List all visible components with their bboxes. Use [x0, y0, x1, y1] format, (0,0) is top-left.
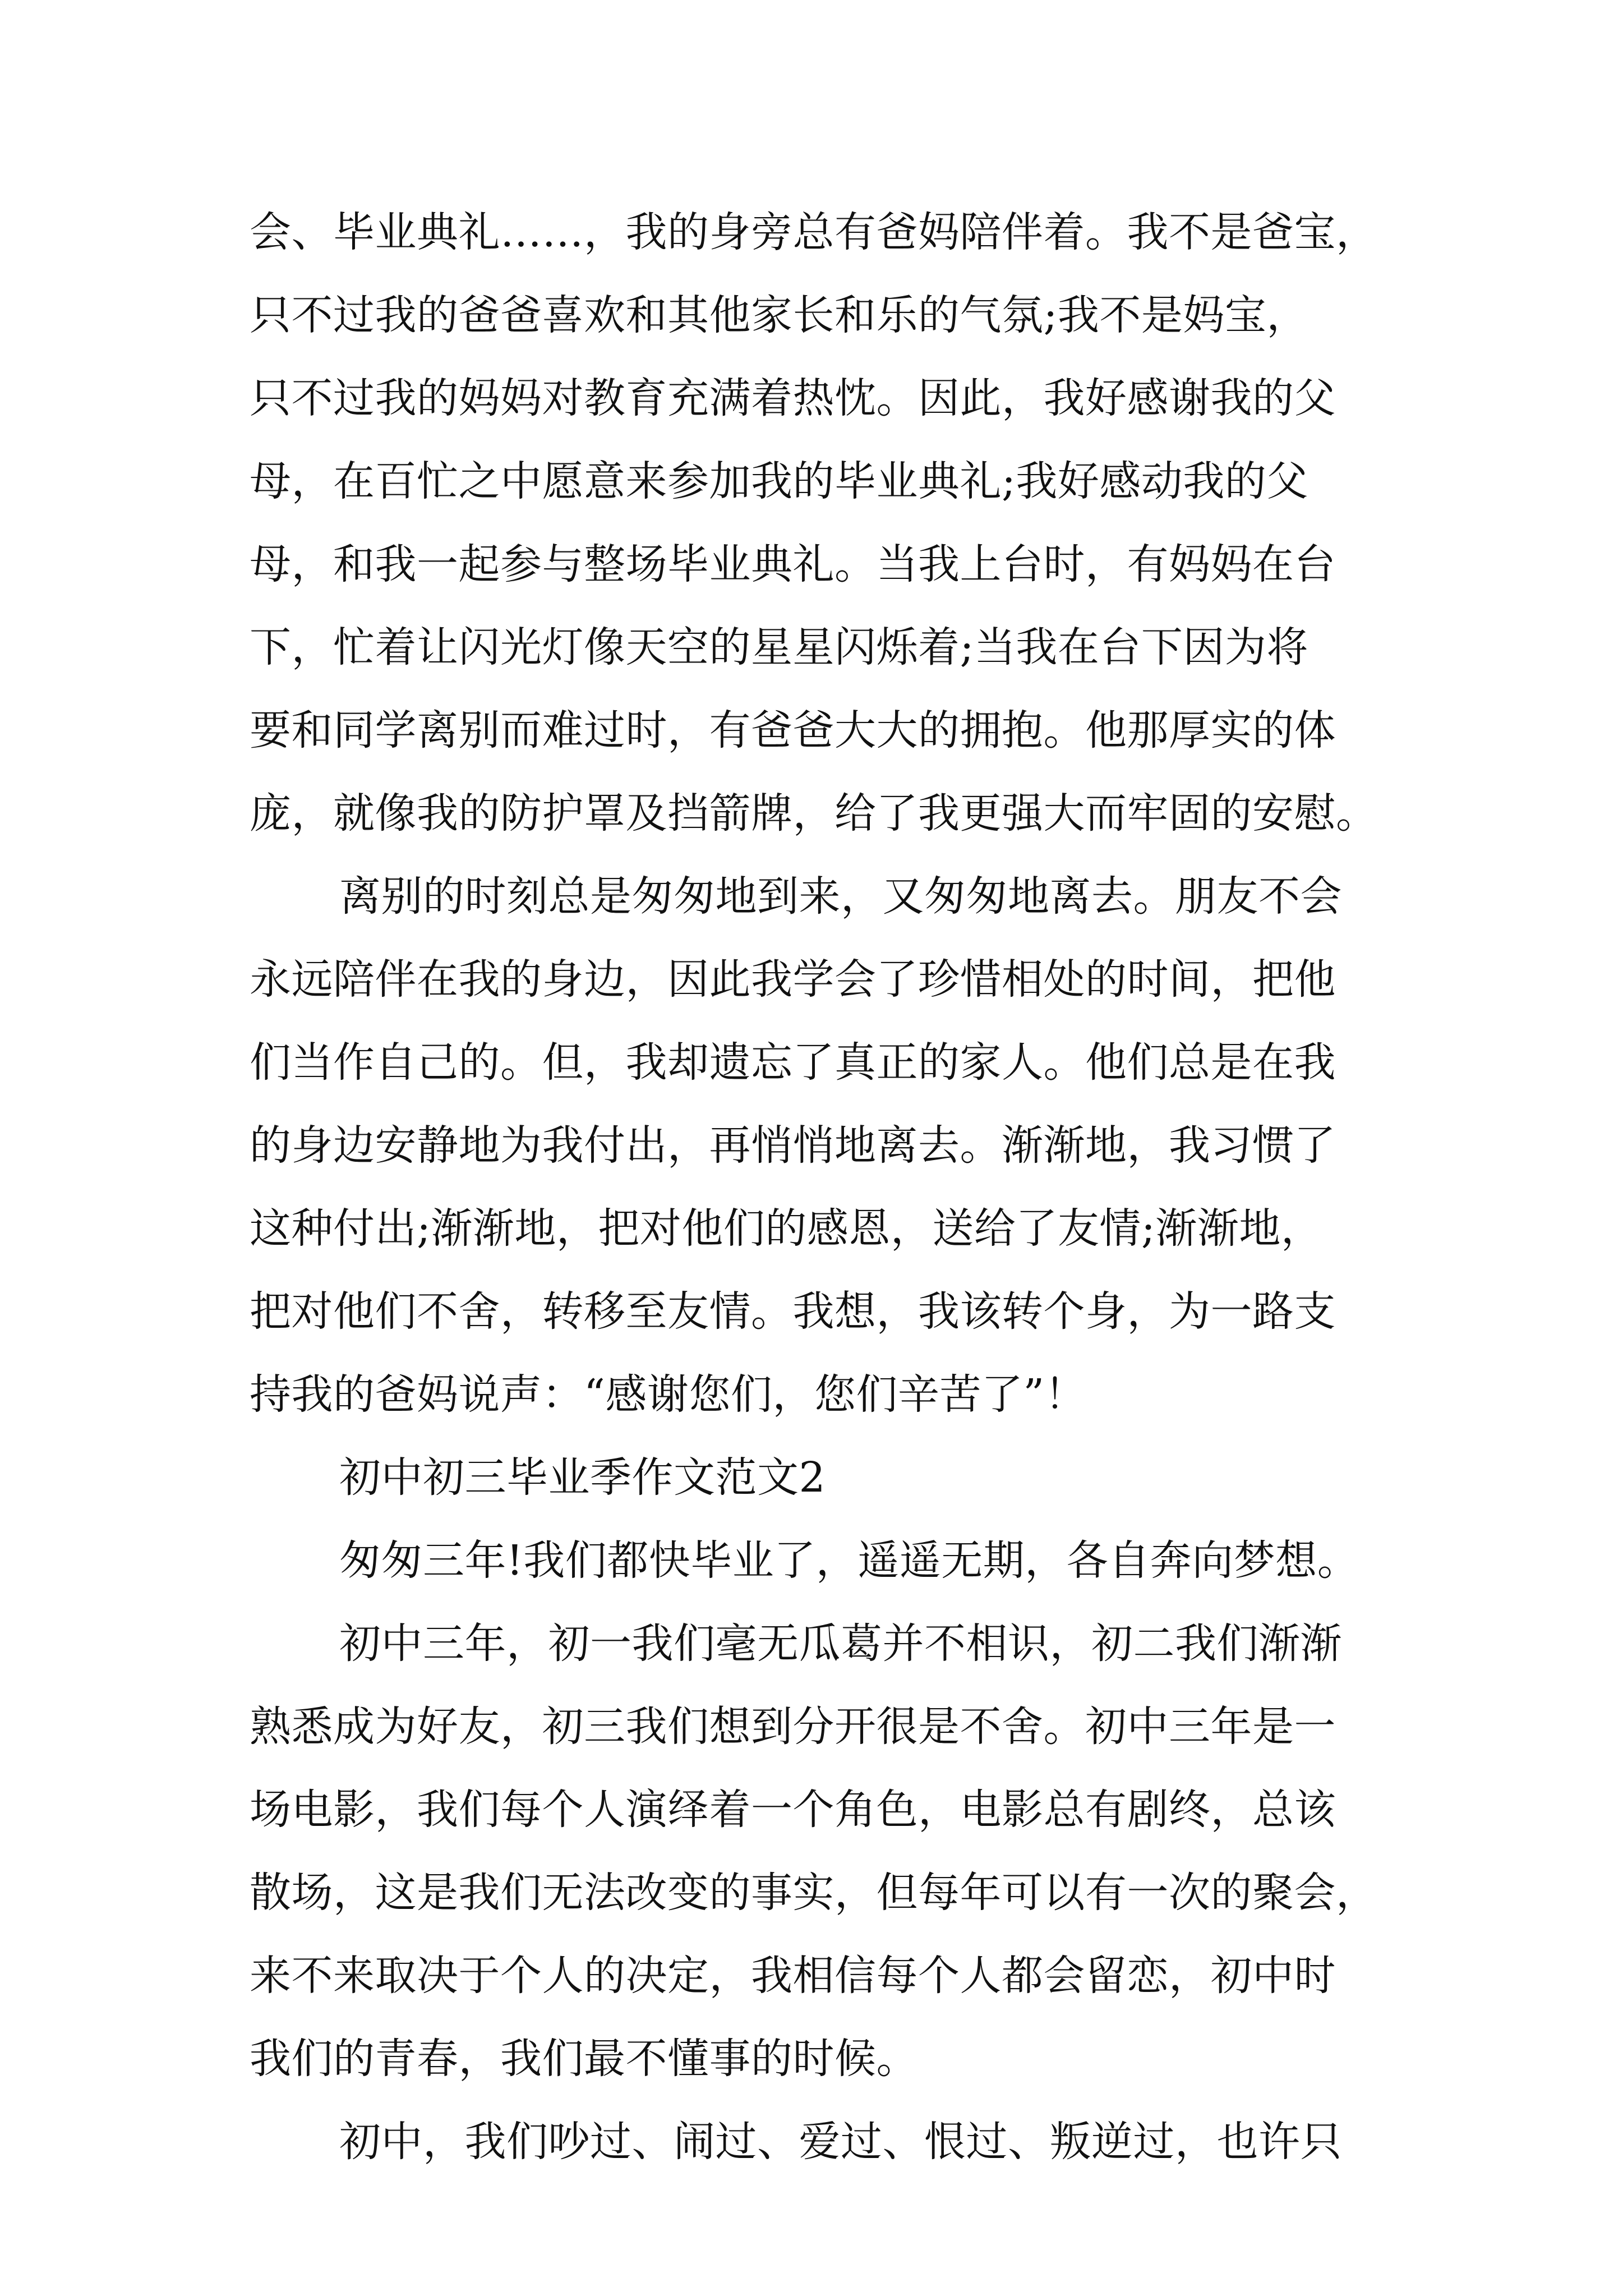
text-line: 下，忙着让闪光灯像天空的星星闪烁着;当我在台下因为将 [250, 623, 1308, 671]
paragraph-first-line: 初中三年，初一我们毫无瓜葛并不相识，初二我们渐渐 [339, 1619, 1342, 1668]
text-line: 场电影，我们每个人演绎着一个角色，电影总有剧终，总该 [250, 1786, 1336, 1834]
text-line: 要和同学离别而难过时，有爸爸大大的拥抱。他那厚实的体 [250, 706, 1336, 754]
text-line: 母，在百忙之中愿意来参加我的毕业典礼;我好感动我的父 [250, 457, 1308, 505]
section-heading: 初中初三毕业季作文范文2 [339, 1453, 826, 1502]
paragraph-first-line: 匆匆三年!我们都快毕业了，遥遥无期，各自奔向梦想。 [339, 1536, 1359, 1585]
text-line: 会、毕业典礼……，我的身旁总有爸妈陪伴着。我不是爸宝， [250, 208, 1378, 256]
paragraph-first-line: 初中，我们吵过、闹过、爱过、恨过、叛逆过，也许只 [339, 2118, 1342, 2166]
text-line: 的身边安静地为我付出，再悄悄地离去。渐渐地，我习惯了 [250, 1121, 1336, 1170]
text-line: 散场，这是我们无法改变的事实，但每年可以有一次的聚会， [250, 1869, 1378, 1917]
text-line: 持我的爸妈说声：“感谢您们，您们辛苦了”！ [250, 1370, 1087, 1419]
text-line: 我们的青春，我们最不懂事的时候。 [250, 2035, 918, 2083]
text-line: 只不过我的爸爸喜欢和其他家长和乐的气氛;我不是妈宝， [250, 291, 1308, 339]
document-body [250, 191, 1427, 2183]
text-line: 们当作自己的。但，我却遗忘了真正的家人。他们总是在我 [250, 1038, 1336, 1087]
text-line: 把对他们不舍，转移至友情。我想，我该转个身，为一路支 [250, 1287, 1336, 1336]
text-line: 永远陪伴在我的身边，因此我学会了珍惜相处的时间，把他 [250, 955, 1336, 1004]
text-line: 来不来取决于个人的决定，我相信每个人都会留恋，初中时 [250, 1952, 1336, 2000]
text-line: 熟悉成为好友，初三我们想到分开很是不舍。初中三年是一 [250, 1703, 1336, 1751]
text-line: 母，和我一起参与整场毕业典礼。当我上台时，有妈妈在台 [250, 540, 1336, 588]
text-line: 庞，就像我的防护罩及挡箭牌，给了我更强大而牢固的安慰。 [250, 789, 1378, 838]
paragraph-first-line: 离别的时刻总是匆匆地到来，又匆匆地离去。朋友不会 [339, 872, 1342, 921]
text-line: 只不过我的妈妈对教育充满着热忱。因此，我好感谢我的父 [250, 374, 1336, 422]
text-line: 这种付出;渐渐地，把对他们的感恩，送给了友情;渐渐地， [250, 1204, 1323, 1253]
